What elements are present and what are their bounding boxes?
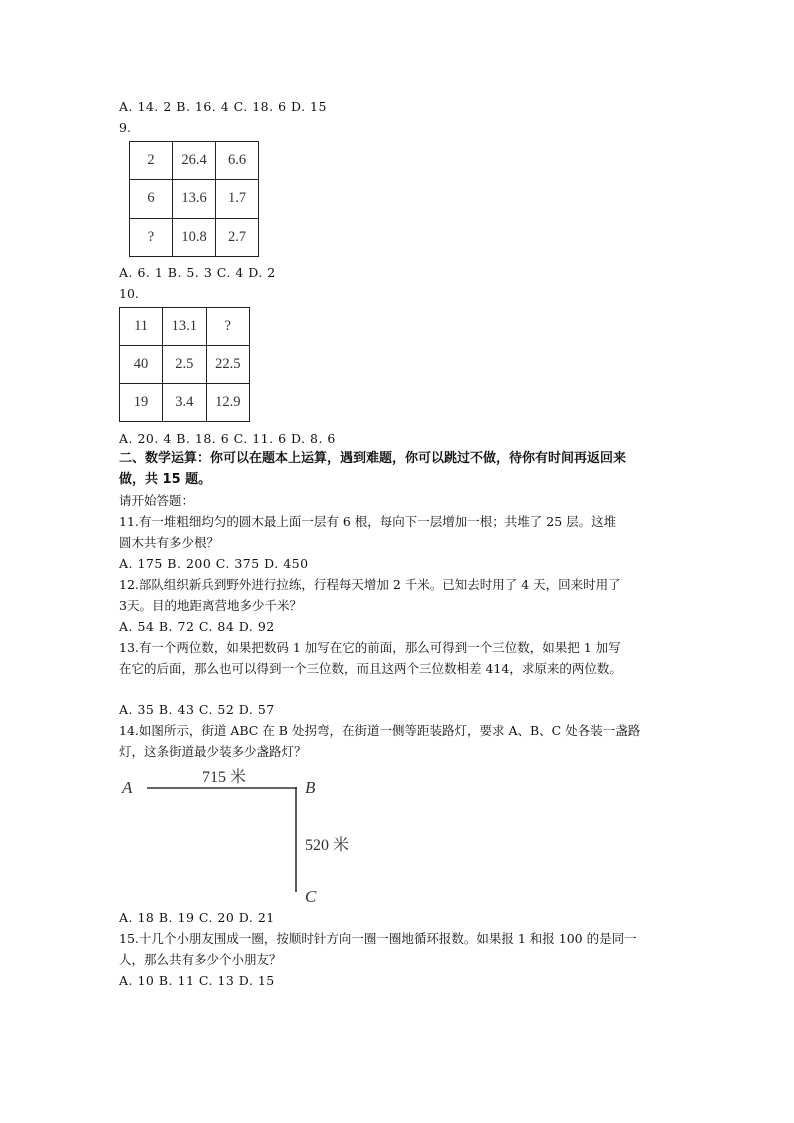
q13-options: A. 35 B. 43 C. 52 D. 57 <box>119 702 275 717</box>
q9-cell: 10.8 <box>173 218 216 256</box>
q10-cell: 2.5 <box>163 346 206 384</box>
q10-options: A. 20. 4 B. 18. 6 C. 11. 6 D. 8. 6 <box>119 431 336 446</box>
q9-cell: 6 <box>130 180 173 218</box>
q9-cell: 2.7 <box>216 218 259 256</box>
q10-number: 10. <box>119 286 139 301</box>
q11-options: A. 175 B. 200 C. 375 D. 450 <box>119 556 309 571</box>
point-c-label: C <box>305 887 317 906</box>
q9-cell: 6.6 <box>216 142 259 180</box>
q12-text-line1: 12.部队组织新兵到野外进行拉练，行程每天增加 2 千米。已知去时用了 4 天，回来时用了 <box>119 577 621 592</box>
q8-options: A. 14. 2 B. 16. 4 C. 18. 6 D. 15 <box>119 99 327 114</box>
q14-options: A. 18 B. 19 C. 20 D. 21 <box>119 910 275 925</box>
q15-options: A. 10 B. 11 C. 13 D. 15 <box>119 973 275 988</box>
q11-text-line1: 11.有一堆粗细均匀的圆木最上面一层有 6 根，每向下一层增加一根；共堆了 25 层。这堆 <box>119 514 617 529</box>
q9-grid <box>129 141 259 257</box>
q10-grid <box>119 307 250 422</box>
q10-cell: 22.5 <box>206 346 249 384</box>
q12-options: A. 54 B. 72 C. 84 D. 92 <box>119 619 275 634</box>
q9-cell: 26.4 <box>173 142 216 180</box>
q10-cell: 11 <box>120 308 163 346</box>
q14-text-line1: 14.如图所示，街道 ABC 在 B 处拐弯，在街道一侧等距装路灯，要求 A、B、C 处各装一盏路 <box>119 723 641 738</box>
q10-cell: 13.1 <box>163 308 206 346</box>
section-heading-line2: 做，共 15 题。 <box>119 472 212 487</box>
q11-text-line2: 圆木共有多少根？ <box>119 535 220 550</box>
q10-cell: 40 <box>120 346 163 384</box>
point-b-label: B <box>305 778 316 797</box>
q9-number: 9. <box>119 120 131 135</box>
q10-cell: 12.9 <box>206 384 249 422</box>
q14-text-line2: 灯，这条街道最少装多少盏路灯？ <box>119 744 307 759</box>
street-figure <box>119 762 379 910</box>
ab-length-label: 715 米 <box>202 769 247 786</box>
q15-text-line1: 15.十几个小朋友围成一圈，按顺时针方向一圈一圈地循环报数。如果报 1 和报 100 的是同一 <box>119 931 637 946</box>
q10-cell: ? <box>206 308 249 346</box>
q9-cell: 13.6 <box>173 180 216 218</box>
q10-cell: 3.4 <box>163 384 206 422</box>
q9-cell: 1.7 <box>216 180 259 218</box>
q13-text-line1: 13.有一个两位数，如果把数码 1 加写在它的前面，那么可得到一个三位数，如果把 1 加写 <box>119 640 621 655</box>
q12-text-line2: 3天。目的地距离营地多少千米？ <box>119 598 302 613</box>
q10-cell: 19 <box>120 384 163 422</box>
q9-cell: ? <box>130 218 173 256</box>
point-a-label: A <box>122 778 133 797</box>
q9-cell: 2 <box>130 142 173 180</box>
section-heading-line1: 二、数学运算：你可以在题本上运算，遇到难题，你可以跳过不做，待你有时间再返回来 <box>119 451 627 466</box>
start-prompt: 请开始答题： <box>119 493 195 508</box>
bc-length-label: 520 米 <box>305 837 350 854</box>
q13-text-line2: 在它的后面，那么也可以得到一个三位数，而且这两个三位数相差 414，求原来的两位数。 <box>119 661 622 676</box>
q9-options: A. 6. 1 B. 5. 3 C. 4 D. 2 <box>119 265 276 280</box>
q15-text-line2: 人，那么共有多少个小朋友？ <box>119 952 282 967</box>
